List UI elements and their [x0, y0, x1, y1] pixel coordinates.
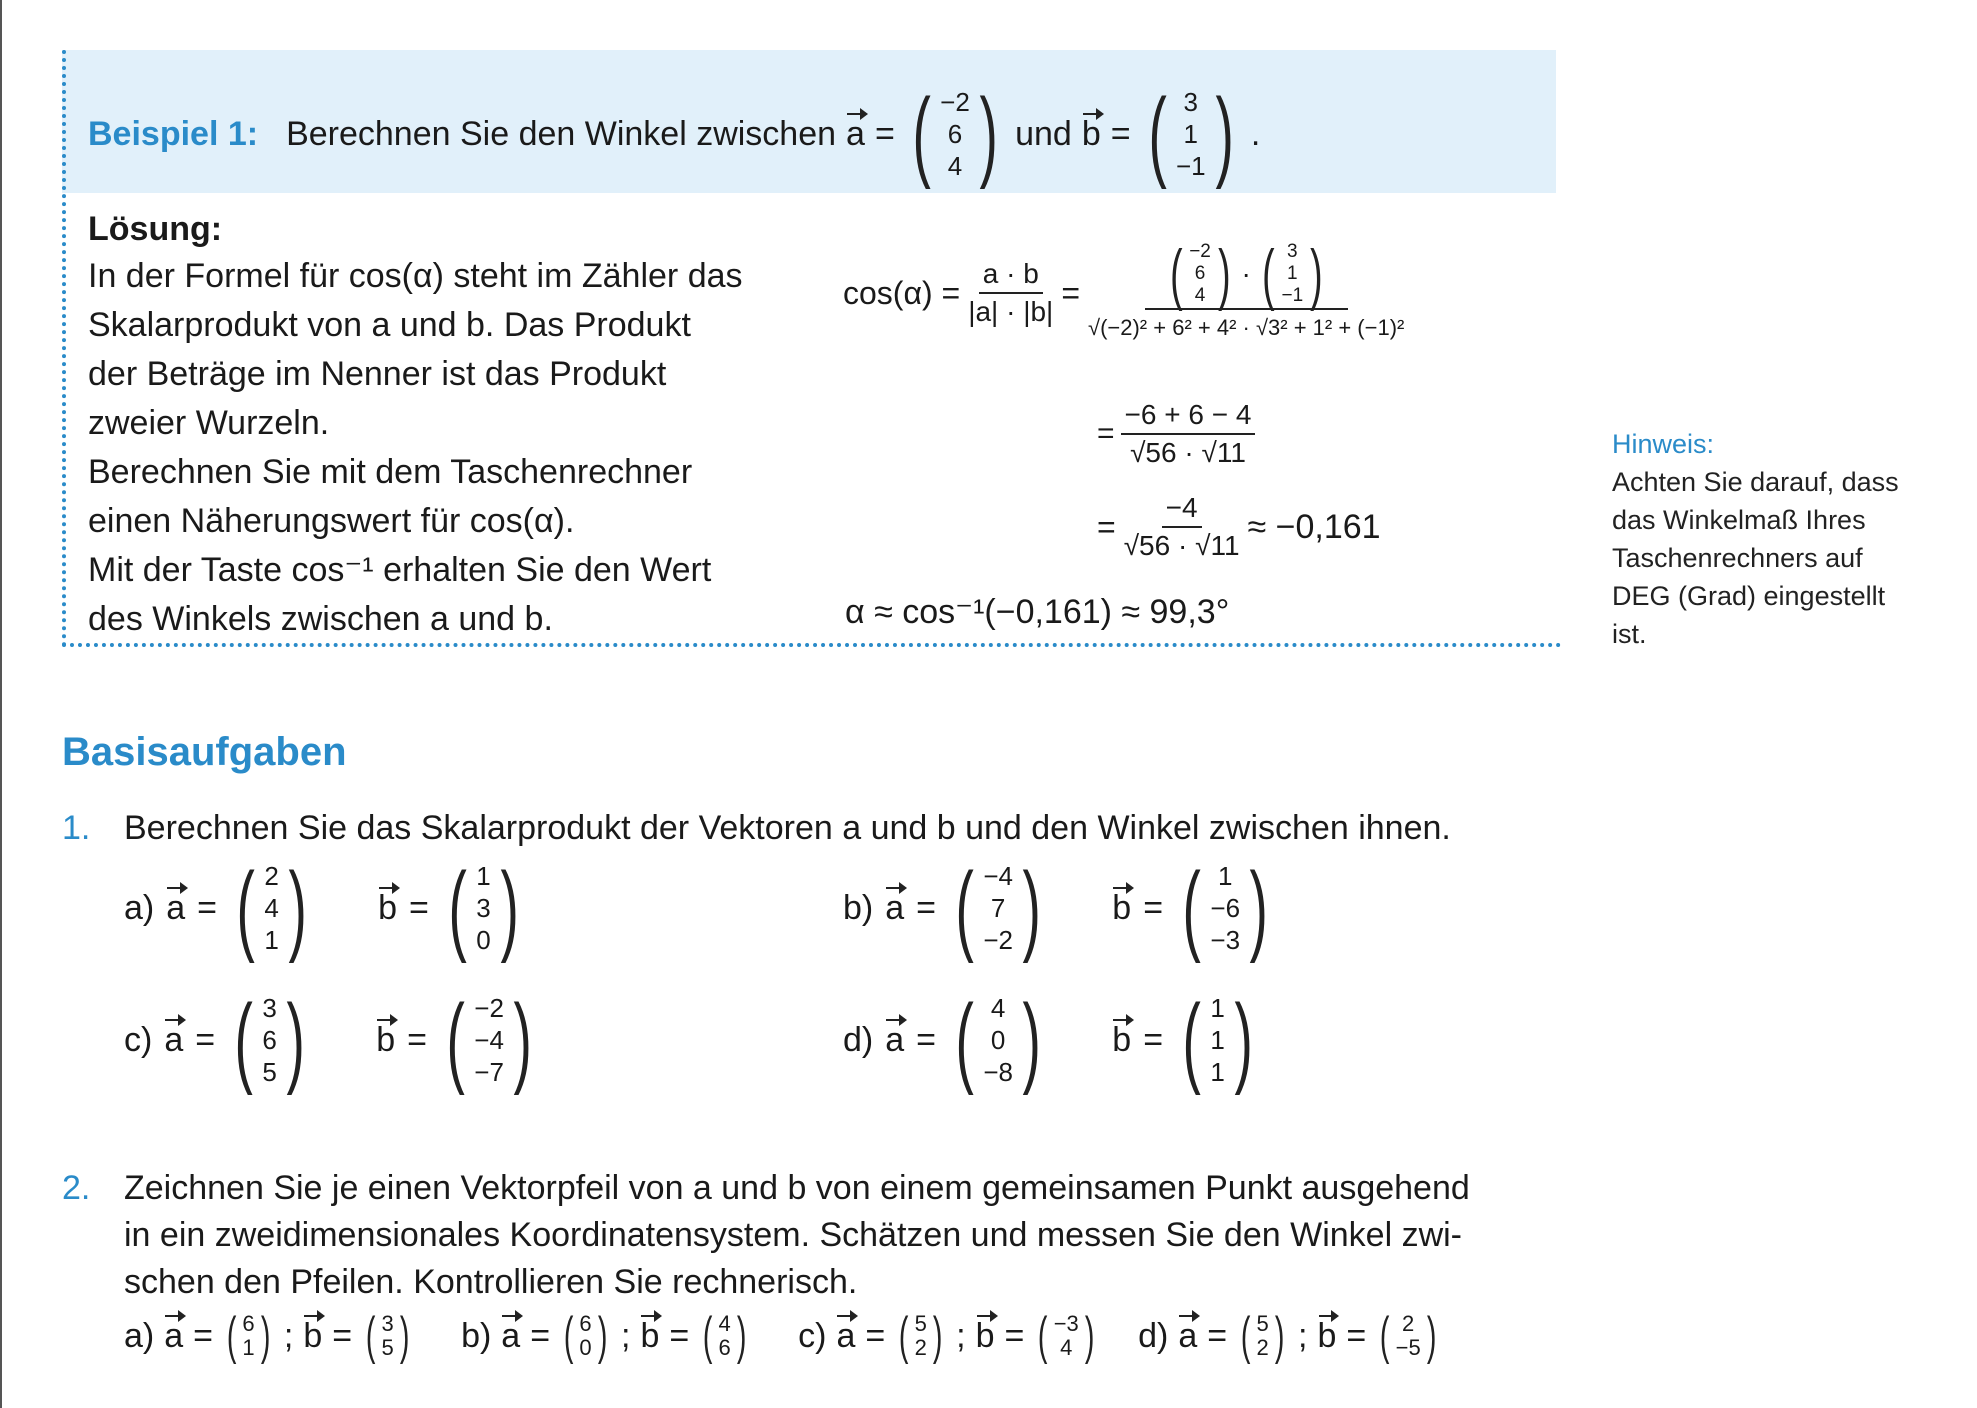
vector: ( −3 4 ): [1038, 1307, 1095, 1365]
alpha-result: α ≈ cos⁻¹(−0,161) ≈ 99,3°: [845, 593, 1230, 631]
vec-entry: −6: [1210, 893, 1241, 923]
frac-numerator: −4: [1162, 490, 1202, 528]
vector-b-symbol: b: [1082, 111, 1101, 158]
vec-entry: 2: [1256, 1335, 1269, 1360]
vector: ( 1 −6 −3 ): [1182, 852, 1268, 964]
item-label: b): [843, 888, 874, 927]
task1-item-a: [124, 852, 526, 964]
vec-entry: 2: [264, 861, 279, 891]
formula-line-3: [1097, 490, 1381, 564]
solution-line: zweier Wurzeln.: [88, 404, 330, 442]
vec-entry: 1: [1210, 1057, 1225, 1087]
equals-sign: =: [1346, 1316, 1367, 1355]
vector-a-symbol: a: [501, 1313, 520, 1360]
frac-vector-a: ( −2 6 4 ): [1169, 236, 1231, 312]
vec-entry: 3: [381, 1311, 394, 1336]
equals-sign: =: [1061, 274, 1080, 311]
vec-entry: −4: [474, 1025, 504, 1055]
vector: ( 6 1 ): [226, 1307, 271, 1365]
vector-a-symbol: a: [164, 1313, 183, 1360]
equals-sign: =: [193, 1316, 214, 1355]
vec-entry: 6: [262, 1025, 277, 1055]
vec-entry: 4: [718, 1311, 731, 1336]
item-label: c): [798, 1316, 827, 1355]
formula-line-2: [1097, 397, 1255, 471]
vec-entry: 6: [718, 1335, 731, 1360]
vec-entry: −4: [983, 861, 1013, 891]
vector: ( −2 −4 −7 ): [446, 984, 532, 1096]
semicolon: ;: [620, 1316, 631, 1355]
vector: ( 3 6 5 ): [234, 984, 305, 1096]
vector-a-symbol: a: [1178, 1313, 1197, 1360]
vector: ( −4 7 −2 ): [955, 852, 1041, 964]
vector-b-symbol: b: [1112, 1017, 1131, 1064]
vec-entry: −2: [983, 925, 1013, 955]
task2-line: Zeichnen Sie je einen Vektorpfeil von a und b von einem gemeinsamen Punkt ausgehend: [124, 1169, 1470, 1207]
vec-entry: 4: [264, 893, 279, 923]
frac-denominator: √(−2)² + 6² + 4² · √3² + 1² + (−1)²: [1088, 315, 1405, 340]
vector: ( 2 4 1 ): [236, 852, 307, 964]
vec-entry: 5: [381, 1335, 394, 1360]
task1-item-b: [843, 852, 1275, 964]
vec-entry: −3: [1210, 925, 1241, 955]
and-word: und: [1015, 114, 1072, 153]
page-edge: [0, 0, 2, 1408]
frac-vector-b: ( 3 1 −1 ): [1261, 236, 1323, 312]
vector: ( 2 −5 ): [1380, 1307, 1437, 1365]
solution-line: In der Formel für cos(α) steht im Zähler das: [88, 257, 743, 295]
equals-sign: =: [1110, 114, 1131, 153]
hint-line: das Winkelmaß Ihres: [1612, 505, 1866, 535]
equals-sign: =: [865, 1316, 886, 1355]
vector: ( 5 2 ): [1241, 1307, 1285, 1365]
equals-sign: =: [1143, 888, 1164, 927]
task2-line: in ein zweidimensionales Koordinatensystem. Schätzen und messen Sie den Winkel zwi-: [124, 1216, 1463, 1254]
equals-sign: =: [1004, 1316, 1025, 1355]
equals-sign: =: [1097, 508, 1116, 545]
frac-denominator: |a| · |b|: [968, 296, 1054, 327]
vec-entry: 4: [1194, 285, 1206, 306]
vec-entry: −2: [474, 993, 504, 1023]
equals-sign: =: [874, 114, 895, 153]
vec-entry: 1: [1287, 263, 1298, 284]
vec-entry: 1: [242, 1335, 255, 1360]
equals-sign: =: [332, 1316, 353, 1355]
task1-item-d: [843, 984, 1260, 1096]
equals-sign: =: [407, 1020, 427, 1059]
vec-entry: −2: [940, 87, 970, 117]
formula-line-1: [843, 236, 1405, 346]
vector: ( 1 1 1 ): [1182, 984, 1253, 1096]
vec-entry: 0: [579, 1335, 592, 1360]
hint-line: DEG (Grad) eingestellt: [1612, 581, 1886, 611]
formula-frac-1: [968, 256, 1053, 330]
vector-a-symbol: a: [885, 1017, 904, 1064]
frac-numerator: −6 + 6 − 4: [1121, 397, 1256, 435]
vec-entry: 6: [579, 1311, 592, 1336]
vec-entry: 2: [914, 1335, 927, 1360]
vec-entry: −3: [1053, 1311, 1079, 1336]
vec-entry: 0: [990, 1025, 1006, 1055]
task1-number: [62, 805, 90, 852]
formula-frac-4: [1124, 490, 1240, 564]
equals-sign: =: [530, 1316, 551, 1355]
equals-sign: =: [195, 1020, 216, 1059]
task-number: 1.: [62, 809, 91, 847]
formula-frac-3: [1121, 397, 1256, 471]
vector: ( 6 0 ): [563, 1307, 608, 1365]
vector: ( 5 2 ): [899, 1307, 943, 1365]
hint-title: Hinweis:: [1612, 429, 1715, 459]
item-label: d): [843, 1020, 874, 1059]
vec-entry: −1: [1281, 285, 1304, 306]
vec-entry: 6: [947, 119, 963, 149]
vector-a-symbol: a: [885, 885, 904, 932]
period: .: [1250, 114, 1261, 153]
item-label: d): [1138, 1316, 1169, 1355]
item-label: a): [124, 1316, 155, 1355]
vec-entry: 1: [1183, 119, 1198, 149]
equals-sign: =: [916, 1020, 937, 1059]
solution-line: der Beträge im Nenner ist das Produkt: [88, 355, 667, 393]
task1-text: Berechnen Sie das Skalarprodukt der Vektoren a und b und den Winkel zwischen ihnen.: [124, 809, 1451, 847]
vector-b-symbol: b: [376, 1017, 395, 1064]
vector-a-symbol: a: [836, 1313, 855, 1360]
vec-entry: 1: [1217, 861, 1233, 891]
equals-sign: =: [1143, 1020, 1164, 1059]
equals-sign: =: [669, 1316, 690, 1355]
vec-entry: 1: [476, 861, 491, 891]
semicolon: ;: [956, 1316, 966, 1355]
vec-entry: −1: [1175, 151, 1206, 181]
vec-entry: 3: [476, 893, 491, 923]
task2-text: [124, 1165, 1470, 1306]
vec-entry: 6: [1194, 263, 1206, 284]
item-label: c): [124, 1020, 153, 1059]
formula-lhs: cos(α) =: [843, 274, 961, 311]
equals-sign: =: [409, 888, 429, 927]
vec-entry: 4: [947, 151, 963, 181]
solution-line: Skalarprodukt von a und b. Das Produkt: [88, 306, 691, 344]
vector: ( 4 0 −8 ): [955, 984, 1041, 1096]
semicolon: ;: [1298, 1316, 1308, 1355]
vector-b-symbol: b: [1112, 885, 1131, 932]
vector-b-symbol: b: [1318, 1313, 1337, 1360]
vec-entry: 1: [1210, 1025, 1225, 1055]
example-vector-b: ( 3 1 −1 ): [1148, 78, 1234, 190]
vec-entry: −8: [983, 1057, 1013, 1087]
vec-entry: −5: [1395, 1335, 1421, 1360]
vec-entry: 4: [1060, 1335, 1073, 1360]
frac-numerator: a · b: [979, 256, 1043, 294]
vector-b-symbol: b: [378, 885, 397, 932]
vec-entry: 5: [1256, 1311, 1269, 1336]
vec-entry: 3: [262, 993, 277, 1023]
task2-items: [124, 1307, 1440, 1365]
vec-entry: 2: [1402, 1311, 1415, 1336]
example-title: [88, 78, 1261, 190]
dot-sign: ·: [1241, 258, 1251, 289]
vec-entry: 4: [990, 993, 1006, 1023]
vector: ( 4 6 ): [703, 1307, 747, 1365]
approx-value: ≈ −0,161: [1247, 507, 1381, 546]
frac-denominator: √56 · √11: [1123, 530, 1240, 561]
formula-frac-2: [1088, 236, 1405, 346]
vector: ( 1 3 0 ): [448, 852, 519, 964]
solution-label: Lösung:: [88, 210, 223, 248]
hint-line: ist.: [1612, 619, 1647, 649]
vec-entry: −7: [474, 1057, 504, 1087]
vector-a-symbol: a: [846, 111, 865, 158]
task2-number: [62, 1165, 90, 1212]
equals-sign: =: [1097, 417, 1115, 450]
example-vector-a: ( −2 6 4 ): [912, 78, 998, 190]
vec-entry: 6: [242, 1311, 255, 1336]
vec-entry: 3: [1183, 87, 1198, 117]
solution-line: Berechnen Sie mit dem Taschenrechner: [88, 453, 693, 491]
hint-box: [1612, 425, 1899, 653]
solution-line: des Winkels zwischen a und b.: [88, 600, 553, 638]
solution-text: [88, 252, 743, 644]
section-title: Basisaufgaben: [62, 730, 347, 774]
vector: ( 3 5 ): [366, 1307, 410, 1365]
equals-sign: =: [916, 888, 937, 927]
hint-line: Taschenrechners auf: [1612, 543, 1863, 573]
vec-entry: 1: [1210, 993, 1225, 1023]
vec-entry: 5: [914, 1311, 927, 1336]
vec-entry: 1: [264, 925, 279, 955]
example-title-text: Berechnen Sie den Winkel zwischen: [286, 114, 837, 153]
vec-entry: 3: [1287, 241, 1298, 262]
vector-a-symbol: a: [166, 885, 185, 932]
solution-line: einen Näherungswert für cos(α).: [88, 502, 575, 540]
vec-entry: 5: [262, 1057, 277, 1087]
semicolon: ;: [283, 1316, 294, 1355]
vec-entry: −2: [1189, 241, 1211, 262]
solution-line: Mit der Taste cos⁻¹ erhalten Sie den Wert: [88, 551, 712, 589]
vec-entry: 7: [990, 893, 1006, 923]
vector-b-symbol: b: [640, 1313, 659, 1360]
vector-a-symbol: a: [164, 1017, 183, 1064]
vec-entry: 0: [476, 925, 491, 955]
task2-line: schen den Pfeilen. Kontrollieren Sie rechnerisch.: [124, 1263, 858, 1301]
equals-sign: =: [1207, 1316, 1228, 1355]
hint-line: Achten Sie darauf, dass: [1612, 467, 1899, 497]
item-label: a): [124, 888, 155, 927]
example-title-label: Beispiel 1:: [88, 114, 259, 153]
item-label: b): [461, 1316, 492, 1355]
vector-b-symbol: b: [976, 1313, 995, 1360]
task-number: 2.: [62, 1169, 91, 1207]
frac-denominator: √56 · √11: [1130, 437, 1246, 468]
vector-b-symbol: b: [303, 1313, 322, 1360]
example-left-border: [62, 50, 66, 647]
task1-item-c: [124, 984, 539, 1096]
equals-sign: =: [197, 888, 218, 927]
